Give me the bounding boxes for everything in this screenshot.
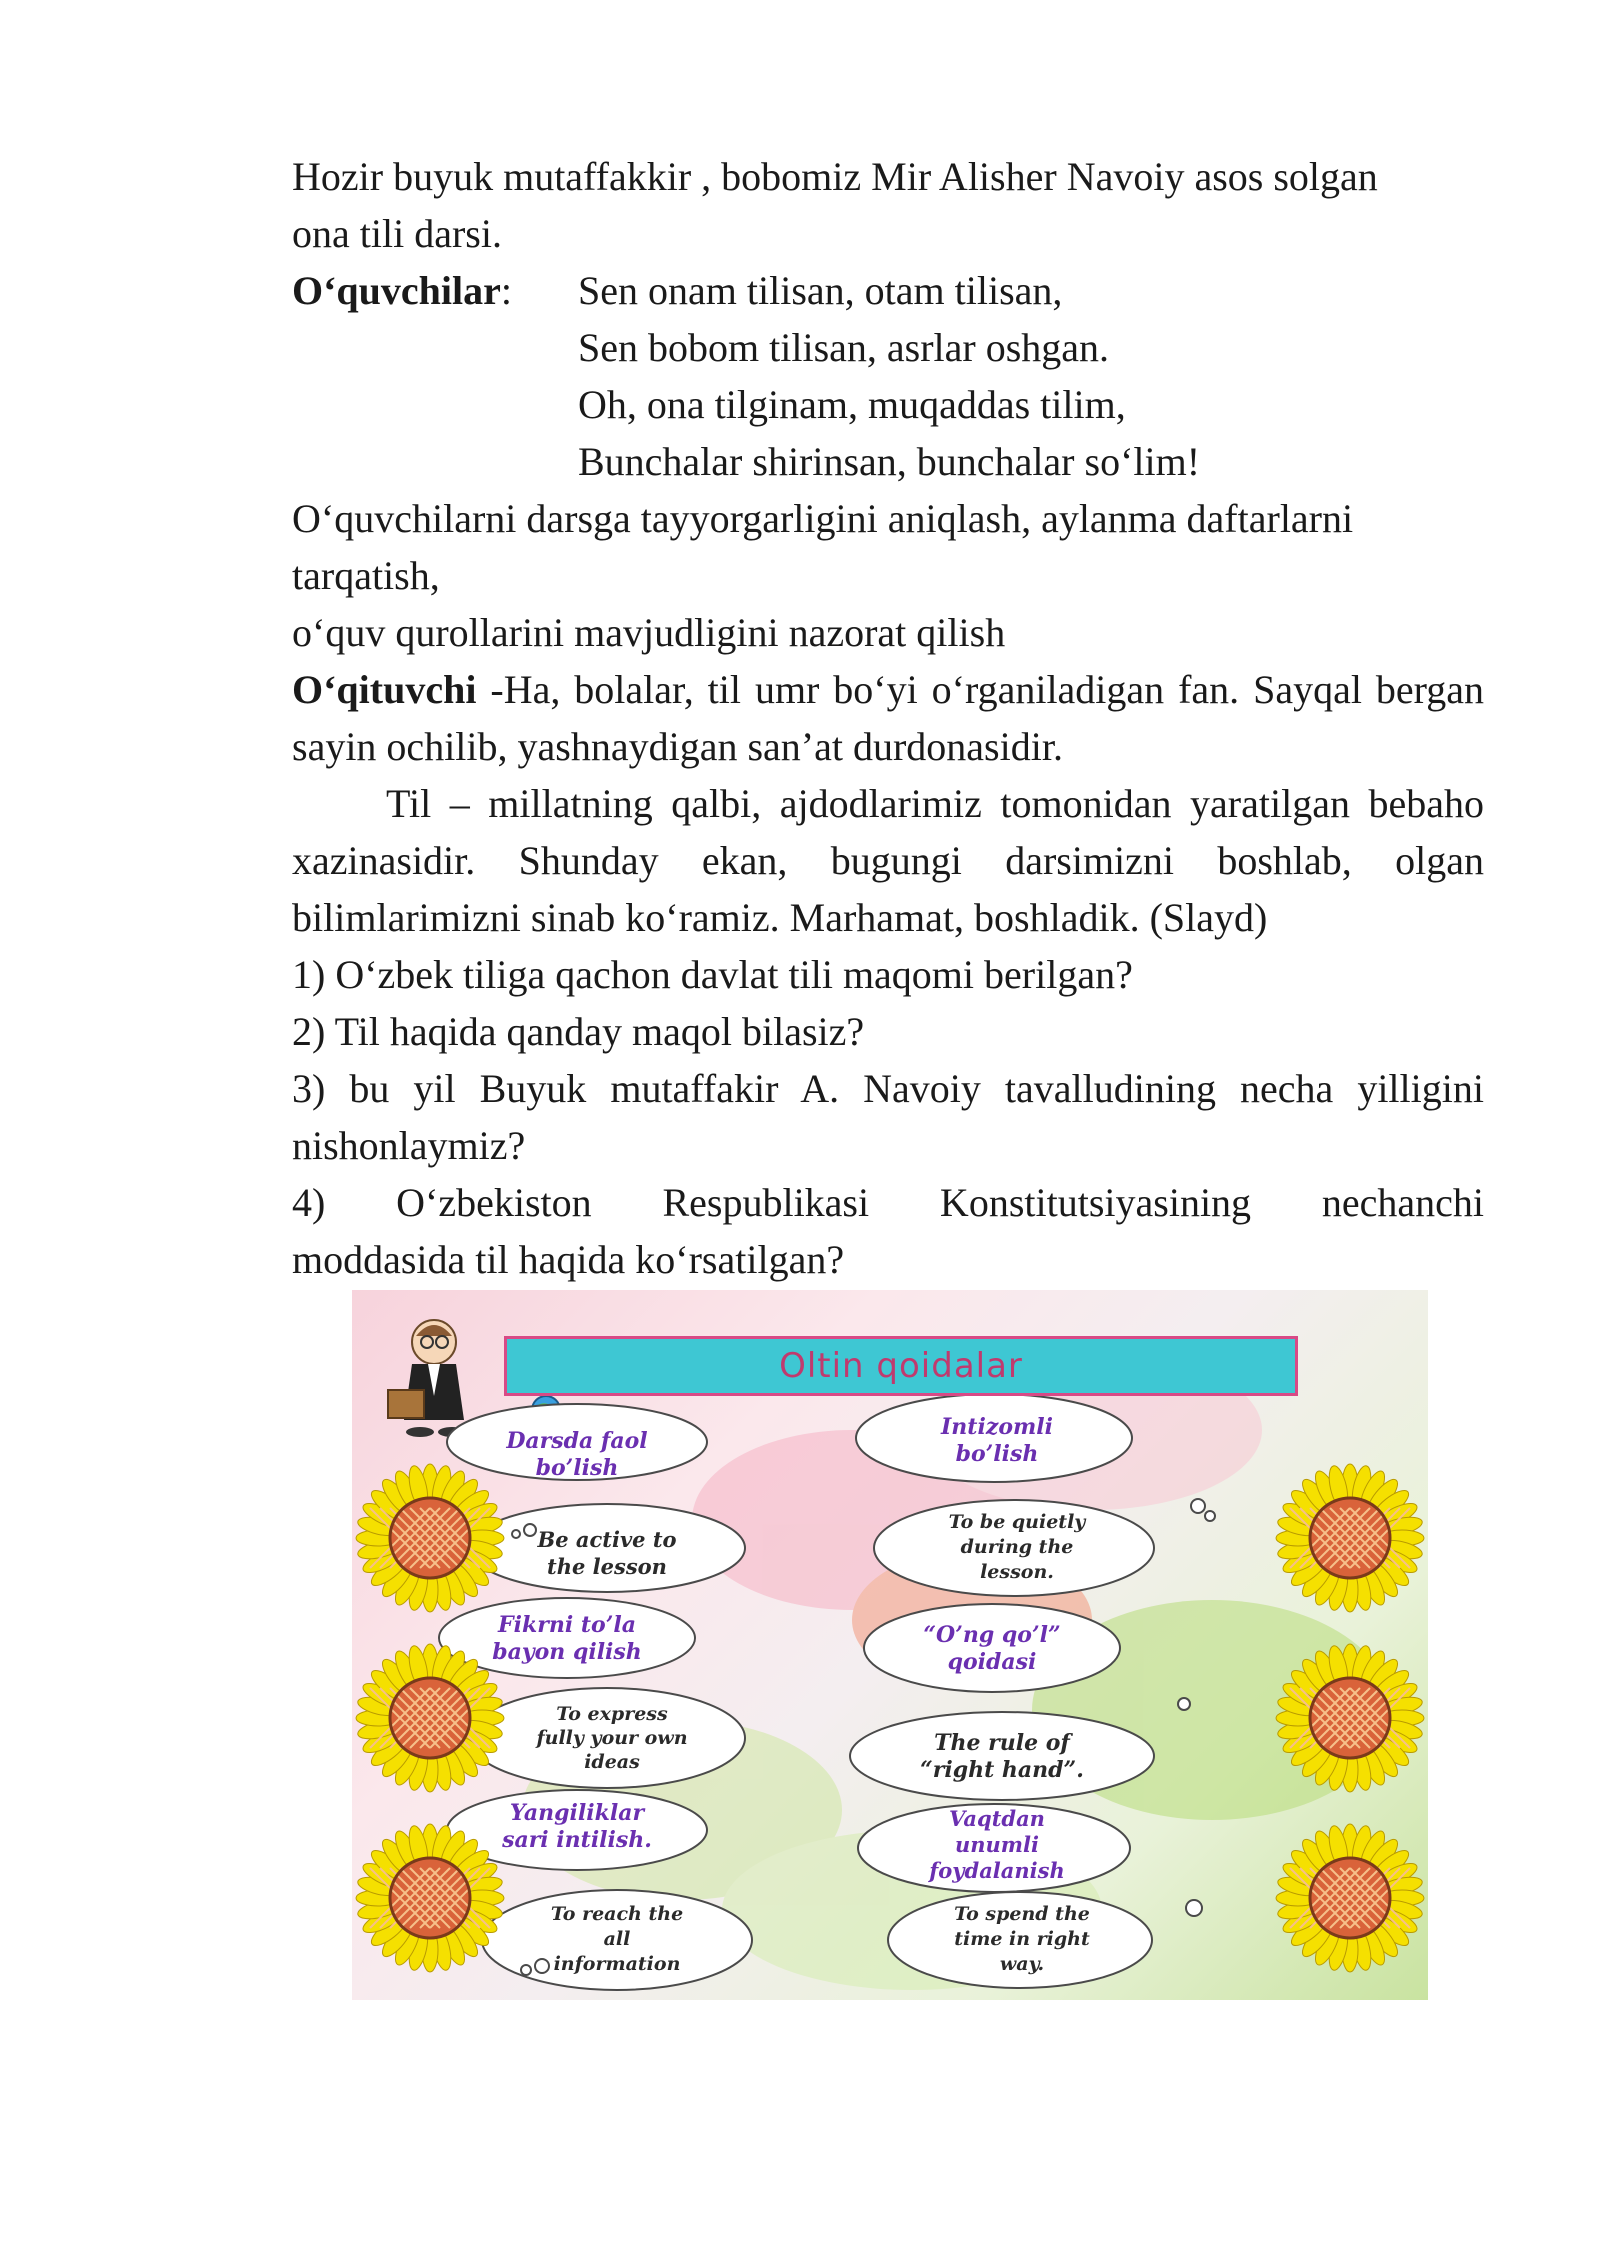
rule-express-uz: Fikrni to’la bayon qilish [492,1612,642,1665]
question-2: 2) Til haqida qanday maqol bilasiz? [292,1009,865,1054]
rule-active-en: Be active to the lesson [537,1527,677,1579]
poem-line: Bunchalar shirinsan, bunchalar so‘lim! [578,439,1201,484]
pupils-speaker [292,262,578,490]
rule-discipline-uz: Intizomli bo’lish [941,1414,1053,1467]
pupils-colon: : [500,268,513,313]
rule-quiet-en: To be quietly during the lesson. [948,1511,1086,1583]
rule-express-en: To express fully your own ideas [536,1703,688,1773]
pupils-poem [292,262,1484,490]
rule-time-en: To spend the time in right way. [954,1903,1090,1975]
language-paragraph: Til – millatning qalbi, ajdodlarimiz tomonidan yaratilgan bebaho xazinasidir. Shunday ekan, bugungi darsimizni boshlab, olgan bilimlarimizni sinab ko‘ramiz. Marhamat, boshladik. (Slayd) [292,781,1484,940]
check-line-3: o‘quv qurollarini mavjudligini nazorat qilish [292,610,1006,655]
sunflower-icon [1276,1824,1424,1972]
question-4-line-1: 4) O‘zbekiston Respublikasi Konstitutsiyasining nechanchi [292,1180,1484,1225]
sunflower-icon [1276,1464,1424,1612]
sunflower-icon [356,1464,504,1612]
question-4-line-2: moddasida til haqida ko‘rsatilgan? [292,1237,845,1282]
rule-active-uz: Darsda faol bo’lish [506,1428,648,1481]
rule-time-uz: Vaqtdan unumli foydalanish [929,1806,1065,1883]
intro-line-1: Hozir buyuk mutaffakkir , bobomiz Mir Alisher Navoiy asos solgan [292,154,1378,199]
teacher-paragraph [292,661,1484,775]
poem-line: Oh, ona tilginam, muqaddas tilim, [578,382,1126,427]
golden-rules-slide [352,1290,1428,2000]
rule-info-uz: Yangiliklar sari intilish. [502,1800,652,1853]
slide-title: Oltin qoidalar [504,1336,1298,1396]
intro-line-2: ona tili darsi. [292,211,502,256]
teacher-label: O‘qituvchi [292,667,477,712]
check-line-2: tarqatish, [292,553,440,598]
teacher-icon [388,1320,466,1437]
rule-right-hand-en: The rule of “right hand”. [920,1730,1084,1783]
question-3: 3) bu yil Buyuk mutaffakir A. Navoiy tavalludining necha yilligini nishonlaymiz? [292,1066,1484,1168]
poem-line: Sen onam tilisan, otam tilisan, [578,268,1063,313]
pupils-label: O‘quvchilar [292,268,501,313]
poem-lines [578,262,1200,490]
document-body [292,148,1484,1288]
teacher-text: -Ha, bolalar, til umr bo‘yi o‘rganiladigan fan. Sayqal bergan sayin ochilib, yashnaydigan san’at durdonasidir. [292,667,1484,769]
poem-line: Sen bobom tilisan, asrlar oshgan. [578,325,1110,370]
rule-info-en: To reach the all information [550,1903,684,1975]
check-line-1: O‘quvchilarni darsga tayyorgarligini aniqlash, aylanma daftarlarni [292,496,1354,541]
question-1: 1) O‘zbek tiliga qachon davlat tili maqomi berilgan? [292,952,1133,997]
rule-right-hand-uz: “O’ng qo’l” qoidasi [923,1622,1061,1675]
